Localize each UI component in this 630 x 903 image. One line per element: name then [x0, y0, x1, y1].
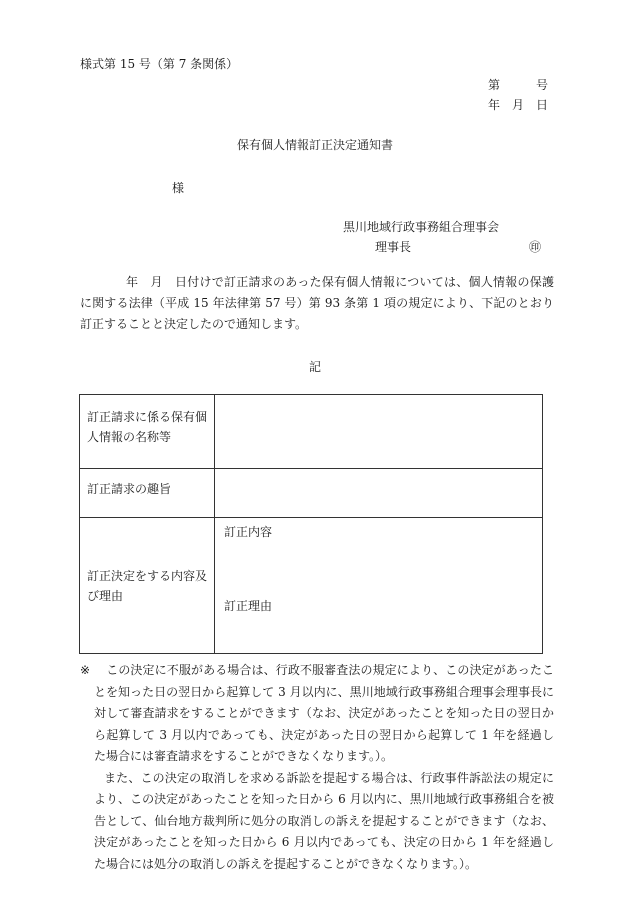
document-title: 保有個人情報訂正決定通知書 [236, 138, 393, 152]
row-value-request-purpose [215, 469, 543, 518]
asterisk-note-icon: ※ [80, 663, 91, 677]
appeal-notice-text-1: この決定に不服がある場合は、行政不服審査法の規定により、この決定があったことを知った日の翌日から起算して 3 月以内に、黒川地域行政事務組合理事会理事長に対して審査請求をすることができます（なお、決定があったことを知った日の翌日から起算して 3 月以内であっても、決定があった日の翌日から起算して 1 年を経過した場合には審査請求をすることができなくなります。）。 [94, 663, 554, 763]
correction-reason-label: 訂正理由 [224, 599, 273, 613]
correction-content-label: 訂正内容 [224, 525, 273, 539]
appeal-notice-paragraph-2: また、この決定の取消しを求める訴訟を提起する場合は、行政事件訴訟法の規定により、この決定があったことを知った日から 6 月以内に、黒川地域行政事務組合を被告として、仙台地方裁判所に処分の取消しの訴えを提起することができます（なお、決定があったことを知った日から 6 月以内であっても、決定の日から 1 年を経過した場合には処分の取消しの訴えを提起することができなくなります。）。 [94, 770, 554, 871]
notice-body-text: 年 月 日付けで訂正請求のあった保有個人情報については、個人情報の保護に関する法律（平成 15 年法律第 57 号）第 93 条第 1 項の規定により、下記のとおり訂正することと決定したので通知します。 [80, 275, 554, 331]
ki-heading: 記 [308, 360, 321, 374]
table-row [80, 518, 543, 654]
decision-details-table [79, 394, 543, 654]
table-row [80, 469, 543, 518]
addressee-honorific: 様 [172, 181, 185, 195]
form-number-label: 様式第 15 号（第 7 条関係） [80, 57, 239, 71]
document-number: 第 号 [487, 78, 548, 92]
row-label-decision-content: 訂正決定をする内容及び理由 [80, 518, 215, 654]
appeal-notice [80, 660, 554, 875]
document-date: 年 月 日 [487, 98, 548, 112]
row-value-info-name [215, 395, 543, 469]
issuer-position: 理事長 [375, 240, 412, 254]
row-label-request-purpose: 訂正請求の趣旨 [80, 469, 215, 518]
table-row [80, 395, 543, 469]
row-label-info-name: 訂正請求に係る保有個人情報の名称等 [80, 395, 215, 469]
row-value-decision-content [215, 518, 543, 654]
issuer-organization: 黒川地域行政事務組合理事会 [343, 220, 500, 234]
appeal-notice-paragraph-1 [80, 660, 554, 768]
seal-mark-icon: ㊞ [529, 240, 542, 254]
